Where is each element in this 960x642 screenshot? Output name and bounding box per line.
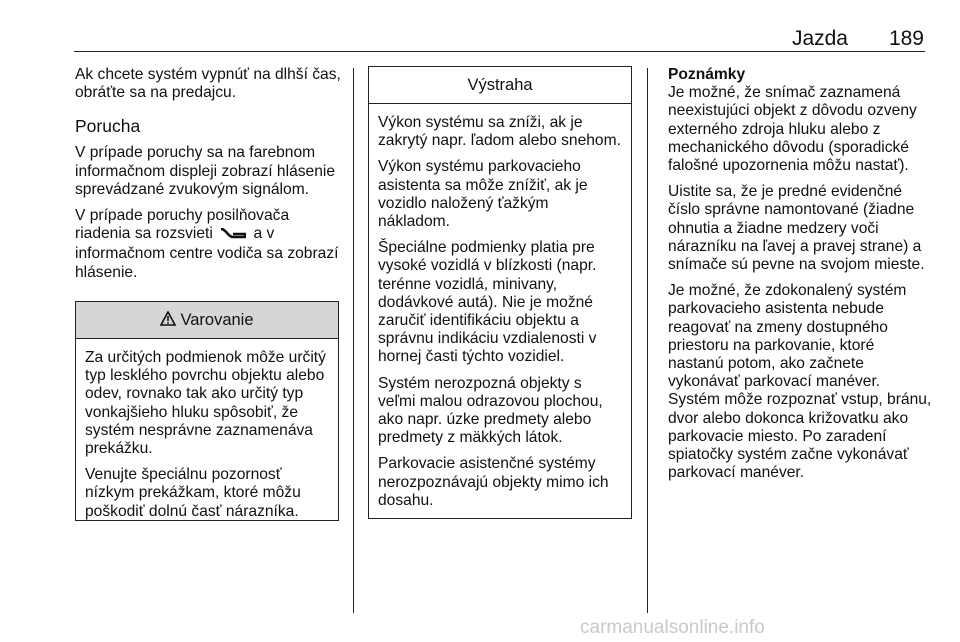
warning-body: [76, 339, 338, 521]
caution-box-header: [369, 67, 631, 104]
parking-text-2: Systém môže rozpoznať vstup, bránu, dvor alebo dokonca križovatku ako parkovacie miesto.: [668, 391, 932, 445]
column-divider-left: [353, 68, 354, 613]
warning-paragraph-2: Venujte špeciálnu pozornosť nízkym prekážkam, ktoré môžu poškodiť dolnú časť nárazníka.: [85, 466, 301, 520]
column-right: [668, 66, 932, 490]
caution-box: [368, 66, 632, 519]
column-divider-right: [647, 68, 648, 613]
steering-fault-paragraph: [75, 207, 343, 282]
note-text: Je možné, že snímač zaznamená neexistujúci objekt z dôvodu ozveny externého zdroja hluku alebo z mechanického dôvodu (sporadické falošné upozornenia môžu nastať).: [668, 84, 917, 175]
parking-paragraph: [668, 282, 932, 482]
intro-paragraph: Ak chcete systém vypnúť na dlhší čas, obráťte sa na predajcu.: [75, 66, 341, 102]
caution-paragraph-4: Systém nerozpozná objekty s veľmi malou odrazovou plochou, ako napr. úzke predmety alebo predmety z mäkkých látok.: [378, 374, 603, 447]
steering-text-before: V prípade poruchy posilňovača riadenia sa rozsvieti: [75, 207, 290, 243]
warning-paragraph-1: Za určitých podmienok môže určitý typ lesklého povrchu objektu alebo odev, rovnako tak ako určitý typ vonkajšieho hluku spôsobiť, že systém nesprávne zaznamenáva prekážku.: [85, 349, 326, 458]
page-number: 189: [888, 27, 924, 50]
warning-box-header: [76, 302, 338, 339]
warning-box: [75, 301, 339, 521]
caution-body: [369, 104, 631, 510]
section-heading-porucha: Porucha: [75, 116, 141, 137]
column-left: [75, 66, 343, 290]
caution-paragraph-1: Výkon systému sa zníži, ak je zakrytý napr. ľadom alebo snehom.: [378, 114, 621, 150]
header-rule: [74, 51, 925, 52]
parking-text-3: Po zaradení spiatočky systém začne vykonávať parkovací manéver.: [668, 427, 909, 482]
section-title: Jazda: [791, 27, 848, 50]
steering-warning-icon: [220, 227, 246, 245]
fault-paragraph: V prípade poruchy sa na farebnom informačnom displeji zobrazí hlásenie sprevádzané zvukovým signálom.: [75, 144, 336, 198]
steering-text-after: a v informačnom centre vodiča sa zobrazí hlásenie.: [75, 225, 339, 281]
note-title: Poznámky: [668, 66, 746, 83]
caution-paragraph-5: Parkovacie asistenčné systémy nerozpoznávajú objekty mimo ich dosahu.: [378, 455, 609, 509]
caution-paragraph-2: Výkon systému parkovacieho asistenta sa môže znížiť, ak je vozidlo naložený ťažkým nákladom.: [378, 158, 588, 231]
caution-title: Výstraha: [467, 76, 533, 94]
watermark: carmanualsonline.info: [580, 617, 765, 638]
warning-title: Varovanie: [180, 311, 254, 329]
warning-triangle-icon: [160, 303, 176, 339]
parking-text-1: Je možné, že zdokonalený systém parkovacieho asistenta nebude reagovať na zmeny dostupného priestoru na parkovanie, ktoré nastanú potom, ako začnete vykonávať parkovací manéver.: [668, 282, 907, 391]
caution-paragraph-3: Špeciálne podmienky platia pre vysoké vozidlá v blízkosti (napr. terénne vozidlá, minivany, dodávkové autá). Nie je možné zaručiť identifikáciu objektu a správnu indikáciu vzdialenosti v hornej časti týchto vozidiel.: [378, 239, 597, 366]
license-plate-paragraph: Uistite sa, že je predné evidenčné číslo správne namontované (žiadne ohnutia a žiadne medzery voči nárazníku na ľavej a pravej strane) a snímače sú pevne na svojom mieste.: [668, 183, 925, 274]
